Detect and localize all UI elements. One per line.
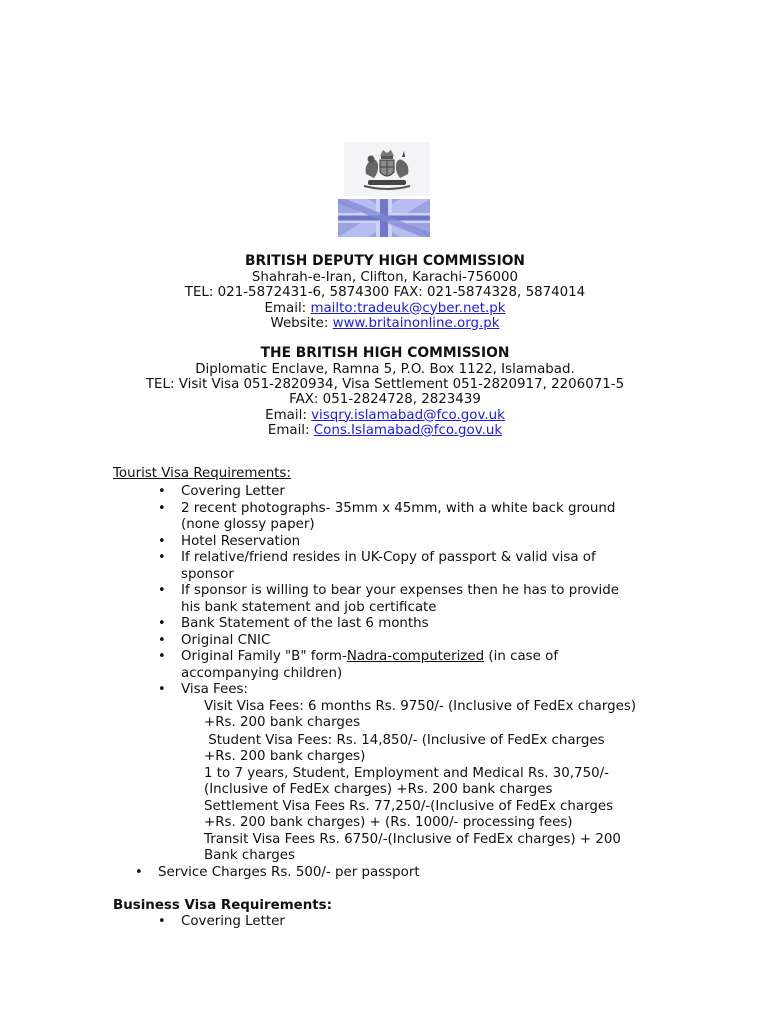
bullet: • — [158, 500, 166, 516]
bullet: • — [158, 649, 166, 664]
fee-line: Settlement Visa Fees Rs. 77,250/-(Inclusive of FedEx charges — [204, 798, 614, 814]
list-item-continuation: his bank statement and job certificate — [181, 599, 437, 615]
bullet: • — [158, 583, 166, 598]
deputy-website-link[interactable]: www.britainonline.org.pk — [332, 315, 500, 331]
fee-line: (Inclusive of FedEx charges) +Rs. 200 bank charges — [204, 782, 553, 797]
tourist-visa-heading: Tourist Visa Requirements: — [113, 466, 291, 481]
nadra-link[interactable]: Nadra-computerized — [346, 649, 485, 664]
fee-line: Bank charges — [204, 848, 295, 863]
bullet: • — [158, 914, 166, 929]
royal-coat-of-arms-icon — [344, 142, 430, 196]
list-item: Covering Letter — [181, 484, 285, 499]
list-item: Covering Letter — [181, 914, 285, 929]
deputy-address: Shahrah-e-Iran, Clifton, Karachi-756000 — [251, 270, 519, 285]
fee-line: 1 to 7 years, Student, Employment and Medical Rs. 30,750/- — [204, 765, 609, 781]
high-email1-link[interactable]: visqry.islamabad@fco.gov.uk — [311, 407, 505, 423]
list-item: 2 recent photographs- 35mm x 45mm, with a white back ground — [181, 500, 616, 516]
list-item-continuation: sponsor — [181, 566, 234, 582]
list-item: If sponsor is willing to bear your expenses then he has to provide — [181, 583, 620, 598]
fee-line: +Rs. 200 bank charges) + (Rs. 1000/- processing fees) — [204, 815, 573, 830]
list-item-continuation: (none glossy paper) — [181, 517, 315, 532]
fee-line: +Rs. 200 bank charges) — [204, 749, 366, 764]
bullet: • — [158, 616, 166, 631]
list-item: If relative/friend resides in UK-Copy of passport & valid visa of — [181, 550, 596, 565]
visa-fees-label: Visa Fees: — [181, 682, 248, 697]
list-item: Original CNIC — [181, 632, 271, 648]
high-fax: FAX: 051-2824728, 2823439 — [289, 392, 481, 407]
family-form-suffix: (in case of — [484, 649, 559, 664]
bullet: • — [158, 533, 166, 549]
fee-line: Visit Visa Fees: 6 months Rs. 9750/- (Inclusive of FedEx charges) — [204, 698, 637, 714]
service-charges: Service Charges Rs. 500/- per passport — [158, 864, 420, 880]
high-telephone: TEL: Visit Visa 051-2820934, Visa Settlement 051-2820917, 2206071-5 — [145, 377, 625, 392]
bullet: • — [158, 550, 166, 565]
bullet: • — [158, 484, 166, 499]
high-email1-line — [0, 408, 770, 423]
union-flag-graphic-icon — [338, 199, 430, 237]
high-email1-label: Email: — [265, 407, 312, 423]
list-item: Hotel Reservation — [181, 533, 301, 549]
deputy-email-line — [0, 301, 770, 316]
high-email2-link[interactable]: Cons.Islamabad@fco.gov.uk — [313, 423, 503, 438]
list-item: Bank Statement of the last 6 months — [181, 616, 429, 631]
deputy-telephone: TEL: 021-5872431-6, 5874300 FAX: 021-5874328, 5874014 — [184, 285, 586, 300]
high-address: Diplomatic Enclave, Ramna 5, P.O. Box 1122, Islamabad. — [195, 362, 575, 377]
fee-line: Student Visa Fees: Rs. 14,850/- (Inclusive of FedEx charges — [204, 732, 605, 748]
deputy-website-line — [0, 316, 770, 331]
list-item-continuation: accompanying children) — [181, 665, 343, 681]
deputy-email-label: Email: — [264, 300, 311, 316]
business-visa-heading: Business Visa Requirements: — [113, 897, 332, 913]
fee-line: Transit Visa Fees Rs. 6750/-(Inclusive of FedEx charges) + 200 — [204, 831, 621, 847]
family-form-text: Original Family "B" form- — [181, 649, 347, 664]
high-commission-title: THE BRITISH HIGH COMMISSION — [260, 345, 510, 361]
high-email2-label: Email: — [267, 423, 314, 438]
bullet: • — [158, 632, 166, 648]
bullet: • — [135, 864, 143, 880]
list-item-family-form — [181, 649, 558, 666]
bullet: • — [158, 682, 166, 697]
high-email2-line — [0, 423, 770, 438]
fee-line: +Rs. 200 bank charges — [204, 715, 361, 730]
deputy-commission-title: BRITISH DEPUTY HIGH COMMISSION — [245, 253, 525, 269]
deputy-email-link[interactable]: mailto:tradeuk@cyber.net.pk — [310, 300, 506, 316]
deputy-website-label: Website: — [270, 315, 333, 331]
